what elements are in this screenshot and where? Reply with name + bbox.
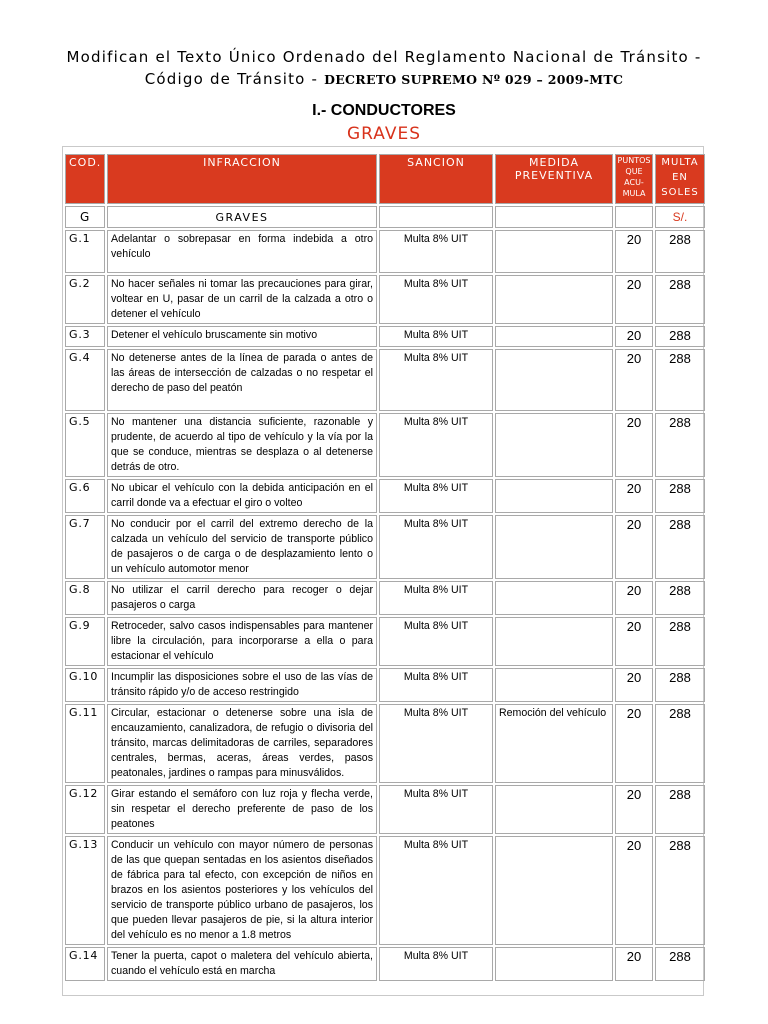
row-sancion: Multa 8% UIT	[379, 785, 493, 834]
row-medida	[495, 413, 613, 477]
header-medida-line1: MEDIDA	[529, 156, 579, 169]
row-medida	[495, 668, 613, 702]
row-puntos: 20	[615, 515, 653, 579]
row-sancion: Multa 8% UIT	[379, 413, 493, 477]
row-sancion: Multa 8% UIT	[379, 515, 493, 579]
row-code: G.2	[65, 275, 105, 324]
row-sancion: Multa 8% UIT	[379, 479, 493, 513]
row-puntos: 20	[615, 413, 653, 477]
table-row	[65, 581, 705, 615]
row-puntos: 20	[615, 581, 653, 615]
row-multa: 288	[655, 479, 705, 513]
row-infraccion: No mantener una distancia suficiente, razonable y prudente, de acuerdo al tipo de vehículo y la vía por la que se conduce, mientras se desplaza o al detenerse detrás de otro.	[107, 413, 377, 477]
infractions-table	[63, 152, 707, 983]
row-code: G.11	[65, 704, 105, 783]
header-multa-line2: EN	[672, 172, 688, 183]
row-code: G.12	[65, 785, 105, 834]
row-puntos: 20	[615, 947, 653, 981]
row-medida: Remoción del vehículo	[495, 704, 613, 783]
row-infraccion: No ubicar el vehículo con la debida anticipación en el carril donde va a efectuar el giro o volteo	[107, 479, 377, 513]
row-infraccion: Tener la puerta, capot o maletera del vehículo abierta, cuando el vehículo está en marcha	[107, 947, 377, 981]
row-sancion: Multa 8% UIT	[379, 275, 493, 324]
row-medida	[495, 515, 613, 579]
row-puntos: 20	[615, 230, 653, 273]
row-medida	[495, 326, 613, 347]
header-puntos	[615, 154, 653, 204]
row-infraccion: No utilizar el carril derecho para recoger o dejar pasajeros o carga	[107, 581, 377, 615]
row-sancion: Multa 8% UIT	[379, 704, 493, 783]
row-infraccion: Detener el vehículo bruscamente sin motivo	[107, 326, 377, 347]
decreto-label: DECRETO SUPREMO Nº 029 – 2009-MTC	[324, 72, 624, 87]
row-infraccion: Retroceder, salvo casos indispensables para mantener libre la circulación, para incorporarse a ella o para estacionar el vehículo	[107, 617, 377, 666]
row-sancion: Multa 8% UIT	[379, 617, 493, 666]
group-code: G	[65, 206, 105, 228]
row-multa: 288	[655, 349, 705, 411]
header-puntos-line1: PUNTOS	[617, 156, 651, 165]
row-multa: 288	[655, 668, 705, 702]
row-infraccion: Conducir un vehículo con mayor número de personas de las que quepan sentadas en los asientos diseñados de fábrica para tal efecto, con excepción de niños en brazos en los asientos posteriores y los vehículos del servicio de transporte público urbano de pasajeros, los que pueden llevar pasajeros de pie, si la altura interior del vehículo es no menor a 1.8 metros	[107, 836, 377, 945]
table-row	[65, 230, 705, 273]
row-multa: 288	[655, 785, 705, 834]
row-sancion: Multa 8% UIT	[379, 836, 493, 945]
row-infraccion: No detenerse antes de la línea de parada o antes de las áreas de intersección de calzadas o no respetar el derecho de paso del peatón	[107, 349, 377, 411]
row-multa: 288	[655, 326, 705, 347]
header-medida-line2: PREVENTIVA	[514, 169, 594, 182]
group-puntos-cell	[615, 206, 653, 228]
table-row	[65, 617, 705, 666]
table-row	[65, 413, 705, 477]
table-row	[65, 704, 705, 783]
header-puntos-line3: ACU-	[624, 178, 644, 187]
table-row	[65, 785, 705, 834]
header-multa-line1: MULTA	[661, 157, 699, 168]
row-infraccion: Circular, estacionar o detenerse sobre una isla de encauzamiento, canalizadora, de refugio o divisoria del tránsito, marcas delimitadoras de carriles, separadores centrales, bermas, aceras, áreas verdes, pasos peatonales, jardines o rampas para minusválidos.	[107, 704, 377, 783]
row-medida	[495, 349, 613, 411]
row-puntos: 20	[615, 836, 653, 945]
row-infraccion: Girar estando el semáforo con luz roja y flecha verde, sin respetar el derecho preferente de paso de los peatones	[107, 785, 377, 834]
row-multa: 288	[655, 704, 705, 783]
section-heading: I.- CONDUCTORES	[312, 102, 456, 119]
table-row	[65, 668, 705, 702]
row-puntos: 20	[615, 668, 653, 702]
table-row	[65, 479, 705, 513]
row-code: G.9	[65, 617, 105, 666]
header-puntos-line4: MULA	[622, 189, 646, 198]
group-sancion-cell	[379, 206, 493, 228]
header-cod: COD.	[65, 154, 105, 204]
header-multa-line3: SOLES	[661, 187, 699, 198]
subsection-heading: GRAVES	[347, 124, 421, 144]
header-medida	[495, 154, 613, 204]
row-medida	[495, 617, 613, 666]
group-multa: S/.	[655, 206, 705, 228]
row-code: G.1	[65, 230, 105, 273]
row-code: G.13	[65, 836, 105, 945]
row-sancion: Multa 8% UIT	[379, 581, 493, 615]
row-puntos: 20	[615, 326, 653, 347]
row-sancion: Multa 8% UIT	[379, 668, 493, 702]
row-medida	[495, 275, 613, 324]
header-row	[65, 154, 705, 204]
row-multa: 288	[655, 581, 705, 615]
row-puntos: 20	[615, 785, 653, 834]
row-medida	[495, 581, 613, 615]
title-prefix: Código de Tránsito -	[144, 70, 325, 88]
row-multa: 288	[655, 617, 705, 666]
row-code: G.14	[65, 947, 105, 981]
row-multa: 288	[655, 413, 705, 477]
row-code: G.8	[65, 581, 105, 615]
group-label: GRAVES	[107, 206, 377, 228]
table-row	[65, 349, 705, 411]
row-multa: 288	[655, 515, 705, 579]
row-sancion: Multa 8% UIT	[379, 349, 493, 411]
row-puntos: 20	[615, 479, 653, 513]
row-code: G.7	[65, 515, 105, 579]
row-infraccion: Incumplir las disposiciones sobre el uso de las vías de tránsito rápido y/o de acceso restringido	[107, 668, 377, 702]
row-code: G.6	[65, 479, 105, 513]
row-multa: 288	[655, 230, 705, 273]
row-medida	[495, 479, 613, 513]
row-infraccion: Adelantar o sobrepasar en forma indebida a otro vehículo	[107, 230, 377, 273]
group-row	[65, 206, 705, 228]
header-multa	[655, 154, 705, 204]
row-code: G.4	[65, 349, 105, 411]
row-sancion: Multa 8% UIT	[379, 230, 493, 273]
table-row	[65, 947, 705, 981]
group-medida-cell	[495, 206, 613, 228]
row-sancion: Multa 8% UIT	[379, 326, 493, 347]
header-infraccion: INFRACCION	[107, 154, 377, 204]
document-title-line2	[0, 70, 768, 88]
document-title-line1: Modifican el Texto Único Ordenado del Reglamento Nacional de Tránsito -	[66, 48, 702, 66]
row-puntos: 20	[615, 275, 653, 324]
row-multa: 288	[655, 275, 705, 324]
row-medida	[495, 230, 613, 273]
table-row	[65, 836, 705, 945]
row-code: G.5	[65, 413, 105, 477]
row-puntos: 20	[615, 349, 653, 411]
row-puntos: 20	[615, 704, 653, 783]
table-row	[65, 515, 705, 579]
row-code: G.3	[65, 326, 105, 347]
row-puntos: 20	[615, 617, 653, 666]
row-medida	[495, 836, 613, 945]
row-infraccion: No hacer señales ni tomar las precauciones para girar, voltear en U, pasar de un carril de la calzada a otro o detener el vehículo	[107, 275, 377, 324]
table-row	[65, 275, 705, 324]
header-sancion: SANCION	[379, 154, 493, 204]
row-medida	[495, 785, 613, 834]
table-row	[65, 326, 705, 347]
header-puntos-line2: QUE	[625, 167, 643, 176]
row-code: G.10	[65, 668, 105, 702]
row-multa: 288	[655, 947, 705, 981]
row-medida	[495, 947, 613, 981]
row-sancion: Multa 8% UIT	[379, 947, 493, 981]
row-infraccion: No conducir por el carril del extremo derecho de la calzada un vehículo del servicio de transporte público de pasajeros o de carga o de desplazamiento lento o un vehículo automotor menor	[107, 515, 377, 579]
row-multa: 288	[655, 836, 705, 945]
